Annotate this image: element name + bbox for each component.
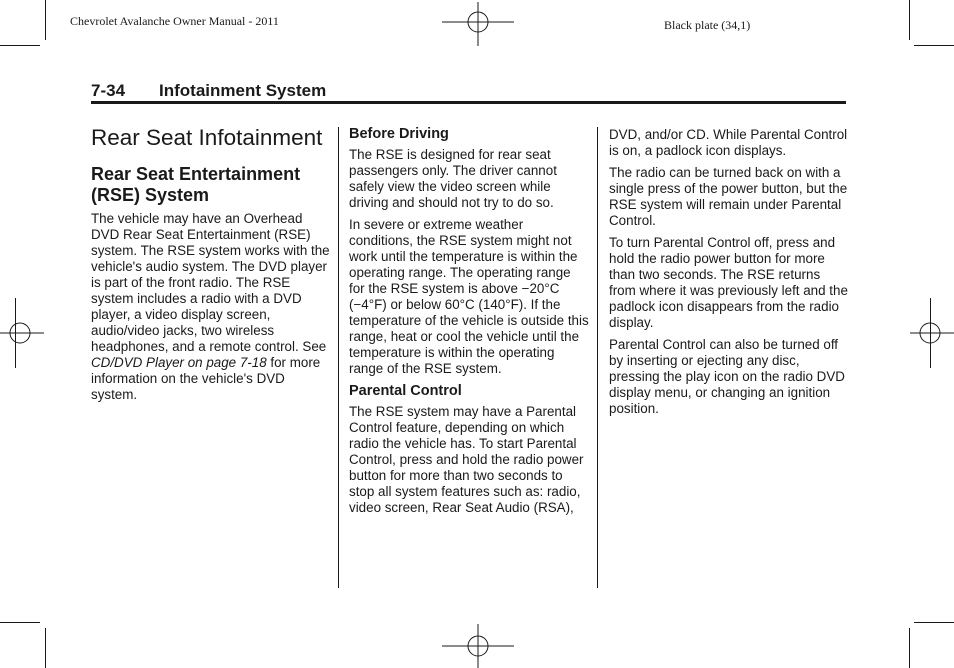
column-divider (597, 127, 598, 588)
paragraph: Parental Control can also be turned off by inserting or ejecting any disc, pressing the play icon on the radio DVD display menu, or changing an ignition position. (609, 337, 845, 416)
crop-mark (45, 628, 46, 668)
heading-before-driving: Before Driving (349, 126, 449, 142)
page-title: Rear Seat Infotainment (91, 125, 323, 150)
column-2 (349, 126, 589, 522)
page-number: 7-34 (91, 81, 126, 100)
crop-mark (909, 0, 910, 40)
registration-mark-icon (442, 2, 514, 46)
column-divider (338, 127, 339, 588)
paragraph: DVD, and/or CD. While Parental Control is on, a padlock icon displays. (609, 127, 848, 158)
paragraph: To turn Parental Control off, press and hold the radio power button for more than two seconds. The RSE returns from where it was previously left and the padlock icon disappears from the radio display. (609, 235, 848, 330)
registration-mark-icon (910, 313, 954, 357)
crop-mark (45, 0, 46, 40)
paragraph: The RSE is designed for rear seat passengers only. The driver cannot safely view the video screen while driving and should not try to do so. (349, 147, 557, 210)
section-title: Infotainment System (159, 81, 327, 100)
manual-title: Chevrolet Avalanche Owner Manual - 2011 (70, 14, 279, 28)
crop-mark (909, 628, 910, 668)
registration-mark-icon (442, 624, 514, 668)
subsection-title: Rear Seat Entertainment (RSE) System (91, 164, 301, 205)
section-header (91, 81, 326, 101)
paragraph: The RSE system may have a Parental Control feature, depending on which radio the vehicle has. To start Parental Control, press and hold the radio power button for more than two seconds to stop all system features such as: radio, video screen, Rear Seat Audio (RSA), (349, 404, 584, 515)
paragraph: In severe or extreme weather conditions, the RSE system might not work until the temperature is within the operating range. The operating range for the RSE system is above −20°C (−4°F) or below 60°C (140°F). If the temperature of the vehicle is outside this range, heat or cool the vehicle until the temperature is within the operating range of the RSE system. (349, 217, 589, 376)
column-1 (91, 125, 331, 409)
heading-parental-control: Parental Control (349, 383, 462, 399)
plate-label: Black plate (34,1) (664, 18, 751, 32)
crop-mark (914, 45, 954, 46)
crop-mark (0, 622, 40, 623)
crop-mark (914, 622, 954, 623)
paragraph (91, 211, 331, 403)
paragraph-text: for more information on the vehicle's DVD system. (91, 355, 321, 402)
paragraph: The radio can be turned back on with a single press of the power button, but the RSE system will remain under Parental Control. (609, 165, 848, 228)
paragraph-text: The vehicle may have an Overhead DVD Rear Seat Entertainment (RSE) system. The RSE system works with the vehicle's audio system. The DVD player is part of the front radio. The RSE system includes a radio with a DVD player, a video display screen, audio/video jacks, two wireless headphones, and a remote control. See (91, 211, 330, 354)
cross-reference-link[interactable]: CD/DVD Player on page 7-18 (91, 355, 267, 370)
column-3 (609, 127, 849, 423)
registration-mark-icon (0, 313, 44, 357)
section-rule (91, 101, 846, 104)
crop-mark (0, 45, 40, 46)
